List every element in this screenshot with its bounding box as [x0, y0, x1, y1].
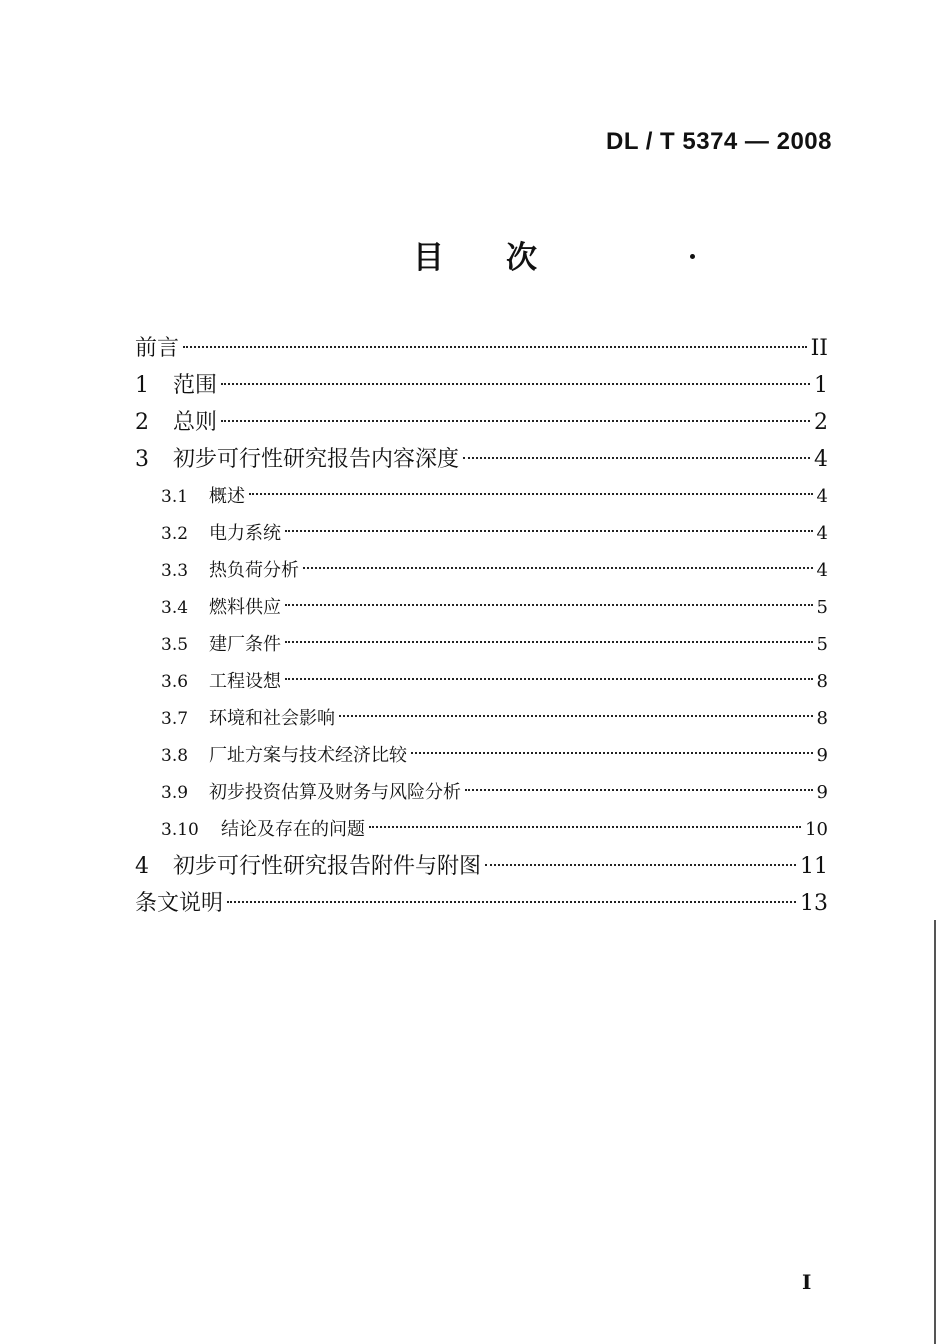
toc-leader	[369, 826, 801, 828]
toc-entry-3-9[interactable]	[135, 774, 828, 811]
toc-number: 3.3	[161, 561, 189, 581]
toc-entry-3-7[interactable]	[135, 700, 828, 737]
toc-page: 1	[814, 373, 828, 398]
toc-entry-3-4[interactable]	[135, 589, 828, 626]
toc-entry-4[interactable]	[135, 848, 828, 885]
toc-leader	[485, 864, 796, 866]
toc-number: 3.8	[161, 746, 189, 766]
toc-label: 总则	[173, 410, 218, 435]
toc-entry-3-3[interactable]	[135, 552, 828, 589]
toc-number: 3.6	[161, 672, 189, 692]
toc-leader	[221, 383, 810, 385]
toc-label: 热负荷分析	[209, 560, 299, 581]
toc-label: 初步投资估算及财务与风险分析	[209, 782, 461, 803]
toc-page: 5	[816, 597, 828, 618]
toc-label: 电力系统	[209, 523, 281, 544]
toc-leader	[285, 530, 813, 532]
toc-entry-3-6[interactable]	[135, 663, 828, 700]
toc-entry-3[interactable]	[135, 441, 828, 478]
toc-leader	[411, 752, 813, 754]
toc-leader	[465, 789, 813, 791]
toc-page: 4	[816, 560, 828, 581]
toc-number: 3	[135, 447, 149, 472]
toc-page: 13	[800, 891, 828, 916]
toc-label: 范围	[173, 373, 218, 398]
toc-leader	[303, 567, 813, 569]
toc-number: 2	[135, 410, 149, 435]
toc-page: 9	[816, 745, 828, 766]
toc-number: 3.7	[161, 709, 189, 729]
toc-number: 4	[135, 854, 149, 879]
toc-label: 初步可行性研究报告附件与附图	[173, 854, 482, 879]
toc-page: 10	[805, 819, 828, 840]
toc-leader	[339, 715, 813, 717]
toc-entry-foreword[interactable]	[135, 330, 828, 367]
toc-number: 3.10	[161, 820, 199, 840]
standard-code: DL / T 5374 — 2008	[605, 128, 832, 155]
toc-label: 初步可行性研究报告内容深度	[173, 447, 460, 472]
toc-number: 3.9	[161, 783, 189, 803]
toc-number: 3.1	[161, 487, 189, 507]
toc-page: 11	[800, 854, 828, 879]
toc-entry-3-2[interactable]	[135, 515, 828, 552]
toc-leader	[285, 678, 813, 680]
scan-edge-line	[934, 920, 936, 1344]
toc-label: 条文说明	[135, 891, 224, 916]
toc-label: 前言	[135, 336, 180, 361]
stray-dot	[690, 254, 695, 259]
toc-number: 3.4	[161, 598, 189, 618]
toc-label: 结论及存在的问题	[221, 819, 365, 840]
toc-page: 4	[816, 523, 828, 544]
toc-entry-3-8[interactable]	[135, 737, 828, 774]
toc-leader	[221, 420, 810, 422]
toc-entry-1[interactable]	[135, 367, 828, 404]
toc-page: 2	[814, 410, 828, 435]
toc-page: 4	[814, 447, 828, 472]
toc-leader	[285, 604, 813, 606]
toc-entry-2[interactable]	[135, 404, 828, 441]
toc-label: 工程设想	[209, 671, 281, 692]
toc-label: 燃料供应	[209, 597, 281, 618]
toc-leader	[183, 346, 807, 348]
toc-label: 概述	[209, 486, 245, 507]
toc-label: 厂址方案与技术经济比较	[209, 745, 407, 766]
toc-leader	[227, 901, 796, 903]
table-of-contents	[135, 330, 828, 922]
toc-leader	[463, 457, 810, 459]
toc-entry-explanation[interactable]	[135, 885, 828, 922]
toc-leader	[285, 641, 813, 643]
page-number: I	[802, 1270, 812, 1294]
toc-entry-3-1[interactable]	[135, 478, 828, 515]
toc-page: 8	[816, 671, 828, 692]
toc-label: 环境和社会影响	[209, 708, 335, 729]
toc-page: 9	[816, 782, 828, 803]
toc-number: 1	[135, 373, 149, 398]
page-title: 目次	[413, 240, 599, 276]
toc-leader	[249, 493, 813, 495]
toc-page: II	[810, 336, 828, 361]
toc-page: 5	[816, 634, 828, 655]
toc-number: 3.5	[161, 635, 189, 655]
toc-page: 8	[816, 708, 828, 729]
toc-number: 3.2	[161, 524, 189, 544]
toc-label: 建厂条件	[209, 634, 281, 655]
toc-page: 4	[816, 486, 828, 507]
toc-entry-3-5[interactable]	[135, 626, 828, 663]
toc-entry-3-10[interactable]	[135, 811, 828, 848]
